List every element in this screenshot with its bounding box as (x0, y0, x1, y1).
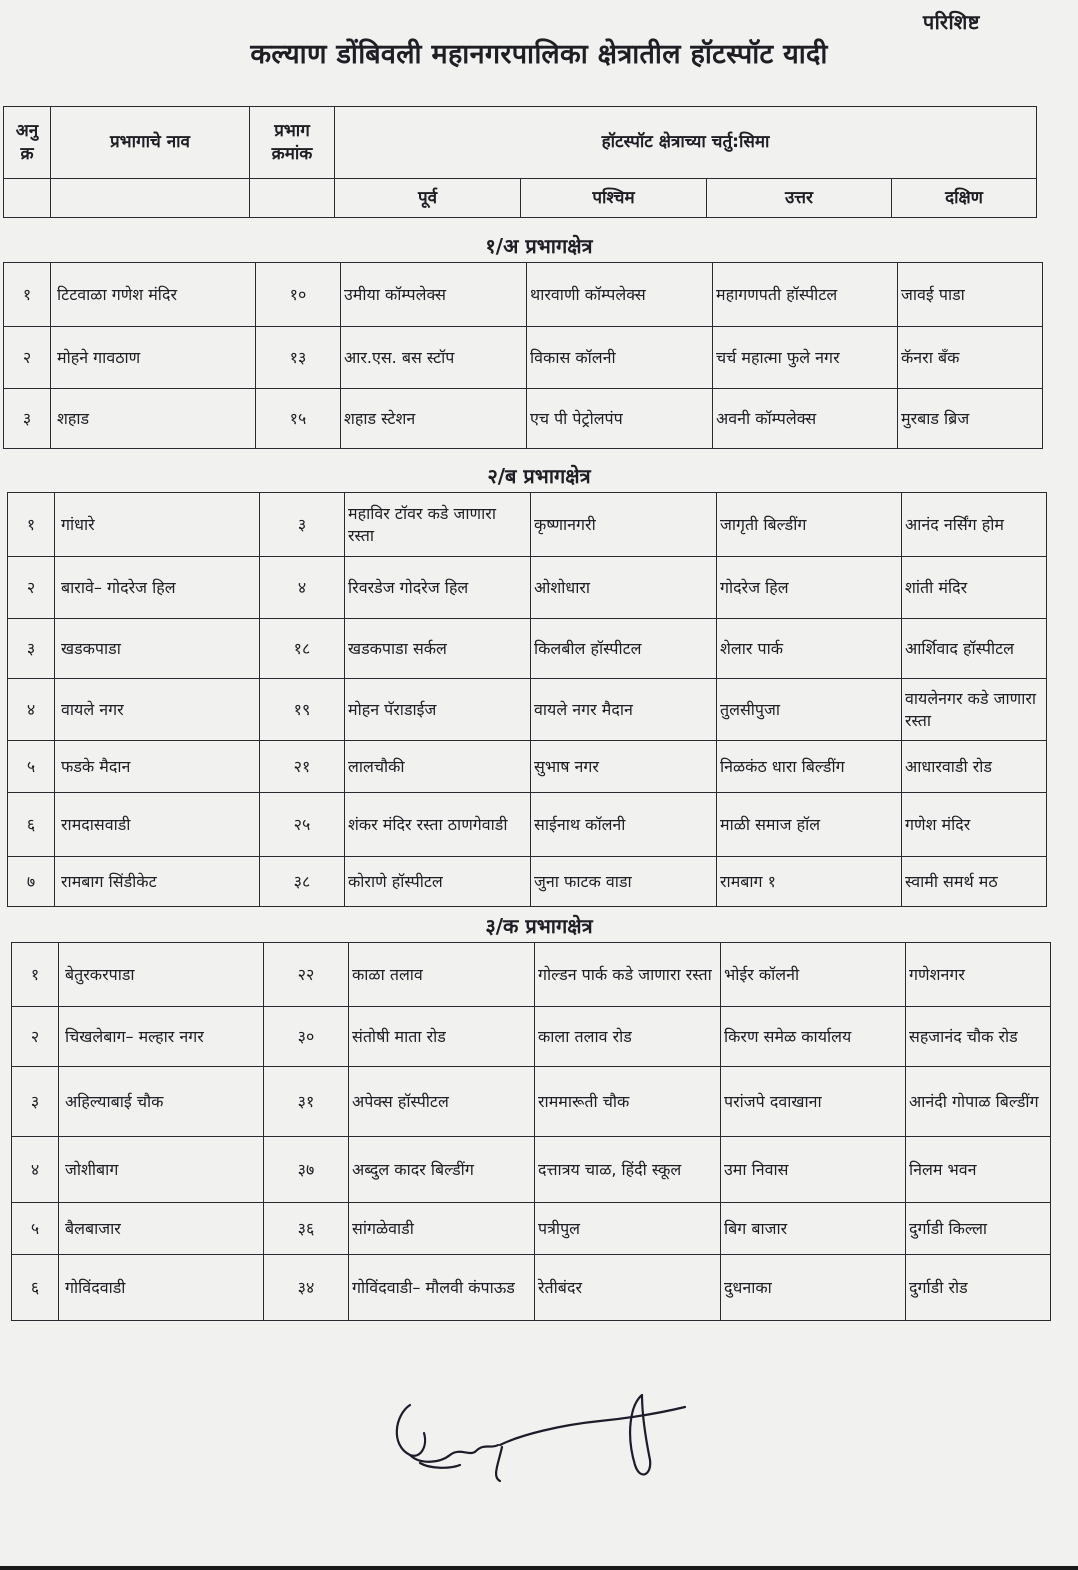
cell-no: ३ (8, 619, 55, 679)
cell-ward: १५ (256, 389, 341, 449)
cell-ward: ३० (264, 1007, 349, 1067)
zone-heading: १/अ प्रभागक्षेत्र (485, 234, 593, 258)
column-header-table (3, 106, 1037, 218)
header-south: दक्षिण (892, 179, 1037, 218)
cell-no: २ (8, 557, 55, 619)
cell-north: माळी समाज हॉल (717, 793, 902, 857)
cell-north: उमा निवास (721, 1137, 906, 1203)
cell-ward: २२ (264, 943, 349, 1007)
cell-north: भोईर कॉलनी (721, 943, 906, 1007)
table-row (12, 1007, 1051, 1067)
zone-table (7, 492, 1047, 907)
cell-east: संतोषी माता रोड (349, 1007, 535, 1067)
cell-no: १ (4, 263, 51, 327)
cell-south: जावई पाडा (898, 263, 1043, 327)
table-row (8, 557, 1047, 619)
table-row (12, 1203, 1051, 1255)
cell-east: मोहन पॅराडाईज (345, 679, 531, 741)
cell-north: शेलार पार्क (717, 619, 902, 679)
cell-no: ६ (8, 793, 55, 857)
appendix-label: परिशिष्ट (922, 10, 980, 34)
cell-west: साईनाथ कॉलनी (531, 793, 717, 857)
header-north: उत्तर (707, 179, 892, 218)
cell-ward: १९ (260, 679, 345, 741)
cell-name: शहाड (51, 389, 256, 449)
cell-west: वायले नगर मैदान (531, 679, 717, 741)
cell-east: शंकर मंदिर रस्ता ठाणगेवाडी (345, 793, 531, 857)
cell-east: सांगळेवाडी (349, 1203, 535, 1255)
cell-south: गणेश मंदिर (902, 793, 1047, 857)
table-row (12, 1255, 1051, 1321)
header-east: पूर्व (335, 179, 521, 218)
cell-no: २ (4, 327, 51, 389)
cell-west: दत्तात्रय चाळ, हिंदी स्कूल (535, 1137, 721, 1203)
cell-north: निळकंठ धारा बिल्डींग (717, 741, 902, 793)
cell-north: चर्च महात्मा फुले नगर (713, 327, 898, 389)
cell-no: ७ (8, 857, 55, 907)
cell-east: काळा तलाव (349, 943, 535, 1007)
cell-south: कॅनरा बॅंक (898, 327, 1043, 389)
cell-name: चिखलेबाग– मल्हार नगर (59, 1007, 264, 1067)
table-row (12, 1067, 1051, 1137)
cell-south: शांती मंदिर (902, 557, 1047, 619)
table-row (12, 943, 1051, 1007)
cell-name: रामबाग सिंडीकेट (55, 857, 260, 907)
cell-no: ६ (12, 1255, 59, 1321)
cell-west: राममारूती चौक (535, 1067, 721, 1137)
cell-west: गोल्डन पार्क कडे जाणारा रस्ता (535, 943, 721, 1007)
cell-south: गणेशनगर (906, 943, 1051, 1007)
cell-north: बिग बाजार (721, 1203, 906, 1255)
cell-east: लालचौकी (345, 741, 531, 793)
cell-south: मुरबाड ब्रिज (898, 389, 1043, 449)
table-row (8, 857, 1047, 907)
zone-table (11, 942, 1051, 1321)
cell-name: जोशीबाग (59, 1137, 264, 1203)
cell-name: फडके मैदान (55, 741, 260, 793)
cell-east: अब्दुल कादर बिल्डींग (349, 1137, 535, 1203)
cell-ward: ३४ (264, 1255, 349, 1321)
cell-no: ४ (12, 1137, 59, 1203)
cell-east: महाविर टॉवर कडे जाणारा रस्ता (345, 493, 531, 557)
cell-north: महागणपती हॉस्पीटल (713, 263, 898, 327)
cell-west: जुना फाटक वाडा (531, 857, 717, 907)
cell-south: स्वामी समर्थ मठ (902, 857, 1047, 907)
table-row (12, 1137, 1051, 1203)
cell-name: गोविंदवाडी (59, 1255, 264, 1321)
header-ward-no: प्रभाग क्रमांक (250, 107, 335, 179)
cell-north: जागृती बिल्डींग (717, 493, 902, 557)
cell-name: टिटवाळा गणेश मंदिर (51, 263, 256, 327)
cell-name: गांधारे (55, 493, 260, 557)
document-title: कल्याण डोंबिवली महानगरपालिका क्षेत्रातील हॉटस्पॉट यादी (250, 39, 828, 70)
cell-ward: ३ (260, 493, 345, 557)
cell-north: अवनी कॉम्पलेक्स (713, 389, 898, 449)
table-row (8, 679, 1047, 741)
cell-east: रिवरडेज गोदरेज हिल (345, 557, 531, 619)
table-row (4, 327, 1043, 389)
cell-south: आनंदी गोपाळ बिल्डींग (906, 1067, 1051, 1137)
signature (380, 1385, 700, 1495)
cell-east: अपेक्स हॉस्पीटल (349, 1067, 535, 1137)
cell-north: रामबाग १ (717, 857, 902, 907)
cell-no: ४ (8, 679, 55, 741)
cell-ward: ३१ (264, 1067, 349, 1137)
cell-name: मोहने गावठाण (51, 327, 256, 389)
table-row (8, 793, 1047, 857)
cell-ward: १० (256, 263, 341, 327)
cell-east: आर.एस. बस स्टॉप (341, 327, 527, 389)
cell-east: उमीया कॉम्पलेक्स (341, 263, 527, 327)
zone-table (3, 262, 1043, 449)
cell-name: रामदासवाडी (55, 793, 260, 857)
cell-name: अहिल्याबाई चौक (59, 1067, 264, 1137)
cell-south: निलम भवन (906, 1137, 1051, 1203)
cell-ward: ३६ (264, 1203, 349, 1255)
header-ward-name: प्रभागाचे नाव (51, 107, 250, 179)
header-west: पश्चिम (521, 179, 707, 218)
cell-north: किरण समेळ कार्यालय (721, 1007, 906, 1067)
table-row (8, 741, 1047, 793)
cell-east: कोराणे हॉस्पीटल (345, 857, 531, 907)
cell-east: शहाड स्टेशन (341, 389, 527, 449)
cell-east: खडकपाडा सर्कल (345, 619, 531, 679)
cell-north: परांजपे दवाखाना (721, 1067, 906, 1137)
cell-west: एच पी पेट्रोलपंप (527, 389, 713, 449)
cell-name: बारावे– गोदरेज हिल (55, 557, 260, 619)
zone-heading: २/ब प्रभागक्षेत्र (487, 464, 591, 488)
cell-west: विकास कॉलनी (527, 327, 713, 389)
cell-south: दुर्गाडी किल्ला (906, 1203, 1051, 1255)
cell-ward: ३८ (260, 857, 345, 907)
cell-no: ३ (12, 1067, 59, 1137)
table-row (4, 389, 1043, 449)
cell-no: १ (8, 493, 55, 557)
cell-west: पत्रीपुल (535, 1203, 721, 1255)
cell-west: रेतीबंदर (535, 1255, 721, 1321)
header-empty-1 (4, 179, 51, 218)
table-row (8, 619, 1047, 679)
cell-west: थारवाणी कॉम्पलेक्स (527, 263, 713, 327)
cell-west: काला तलाव रोड (535, 1007, 721, 1067)
cell-south: वायलेनगर कडे जाणारा रस्ता (902, 679, 1047, 741)
cell-north: दुधनाका (721, 1255, 906, 1321)
cell-name: वायले नगर (55, 679, 260, 741)
cell-west: सुभाष नगर (531, 741, 717, 793)
header-empty-2 (51, 179, 250, 218)
cell-ward: २५ (260, 793, 345, 857)
cell-no: ५ (8, 741, 55, 793)
cell-ward: १३ (256, 327, 341, 389)
cell-ward: १८ (260, 619, 345, 679)
cell-west: ओशोधारा (531, 557, 717, 619)
zone-heading: ३/क प्रभागक्षेत्र (485, 914, 593, 938)
cell-north: तुलसीपुजा (717, 679, 902, 741)
cell-west: किलबील हॉस्पीटल (531, 619, 717, 679)
cell-name: बैलबाजार (59, 1203, 264, 1255)
header-boundary: हॉटस्पॉट क्षेत्राच्या चर्तु:सिमा (335, 107, 1037, 179)
cell-no: ३ (4, 389, 51, 449)
cell-east: गोविंदवाडी– मौलवी कंपाऊड (349, 1255, 535, 1321)
cell-south: आर्शिवाद हॉस्पीटल (902, 619, 1047, 679)
table-row (8, 493, 1047, 557)
cell-south: आधारवाडी रोड (902, 741, 1047, 793)
cell-name: खडकपाडा (55, 619, 260, 679)
cell-ward: ४ (260, 557, 345, 619)
cell-ward: २१ (260, 741, 345, 793)
bottom-edge (0, 1566, 1078, 1570)
cell-north: गोदरेज हिल (717, 557, 902, 619)
cell-west: कृष्णानगरी (531, 493, 717, 557)
cell-south: दुर्गाडी रोड (906, 1255, 1051, 1321)
cell-no: १ (12, 943, 59, 1007)
table-row (4, 263, 1043, 327)
cell-name: बेतुरकरपाडा (59, 943, 264, 1007)
header-empty-3 (250, 179, 335, 218)
cell-no: ५ (12, 1203, 59, 1255)
cell-south: आनंद नर्सिंग होम (902, 493, 1047, 557)
cell-south: सहजानंद चौक रोड (906, 1007, 1051, 1067)
header-serial: अनु क्र (4, 107, 51, 179)
cell-no: २ (12, 1007, 59, 1067)
cell-ward: ३७ (264, 1137, 349, 1203)
